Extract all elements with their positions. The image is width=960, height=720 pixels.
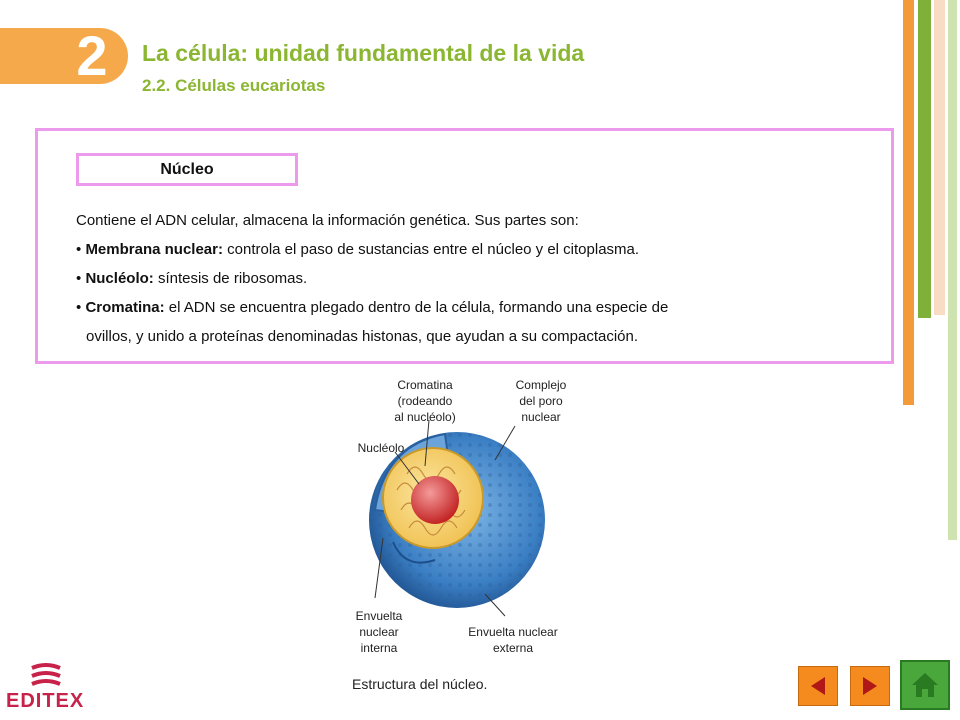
label-cromatina [380,377,470,425]
next-button[interactable] [850,666,890,706]
label-line: del poro [519,394,563,408]
label-line: Complejo [515,378,567,392]
decor-stripe-peach [934,0,945,315]
page-subtitle: 2.2. Células eucariotas [142,76,326,95]
triangle-right-icon [859,675,881,697]
label-line: externa [492,641,534,655]
label-line: nuclear [359,625,399,639]
list-item-term: Nucléolo: [85,270,154,287]
list-item-term: Membrana nuclear: [85,241,223,258]
editex-logo-text: EDITEX [6,690,85,712]
list-item-term: Cromatina: [85,299,165,316]
label-line: Cromatina [397,378,453,392]
home-button[interactable] [900,660,950,710]
prev-button[interactable] [798,666,838,706]
bullet: • [76,241,82,258]
list-item-text: síntesis de ribosomas. [153,270,308,287]
label-envuelta-interna [344,608,414,656]
label-line: nuclear [521,410,561,424]
decor-stripe-orange [903,0,914,405]
label-nucleolo [348,440,414,456]
label-line: Envuelta [355,609,403,623]
label-line: interna [360,641,398,655]
decor-stripe-light-green [948,0,957,540]
list-item-continuation: ovillos, y unido a proteínas denominadas histonas, que ayudan a su compactación. [86,328,639,345]
page-title: La célula: unidad fundamental de la vida [142,40,585,66]
list-item-text: controla el paso de sustancias entre el núcleo y el citoplasma. [222,241,640,258]
figure-caption: Estructura del núcleo. [352,676,488,692]
decor-stripe-green [918,0,931,318]
triangle-left-icon [807,675,829,697]
label-line: (rodeando [397,394,453,408]
label-complejo [496,377,586,425]
chapter-number: 2 [76,24,108,87]
label-line: Envuelta nuclear [468,625,558,639]
label-envuelta-externa [454,624,572,656]
label-line: Nucléolo [357,441,405,455]
editex-logo-icon [26,662,66,690]
list-item [76,270,307,287]
label-line: al nucléolo) [394,410,456,424]
intro-text: Contiene el ADN celular, almacena la información genética. Sus partes son: [76,212,579,229]
list-item [76,299,668,316]
list-item [76,241,639,258]
home-icon [910,670,940,700]
section-tab-label: Núcleo [160,160,214,178]
bullet: • [76,270,82,287]
list-item-text: el ADN se encuentra plegado dentro de la célula, formando una especie de [164,299,669,316]
section-tab-nucleo [76,153,298,186]
bullet: • [76,299,82,316]
